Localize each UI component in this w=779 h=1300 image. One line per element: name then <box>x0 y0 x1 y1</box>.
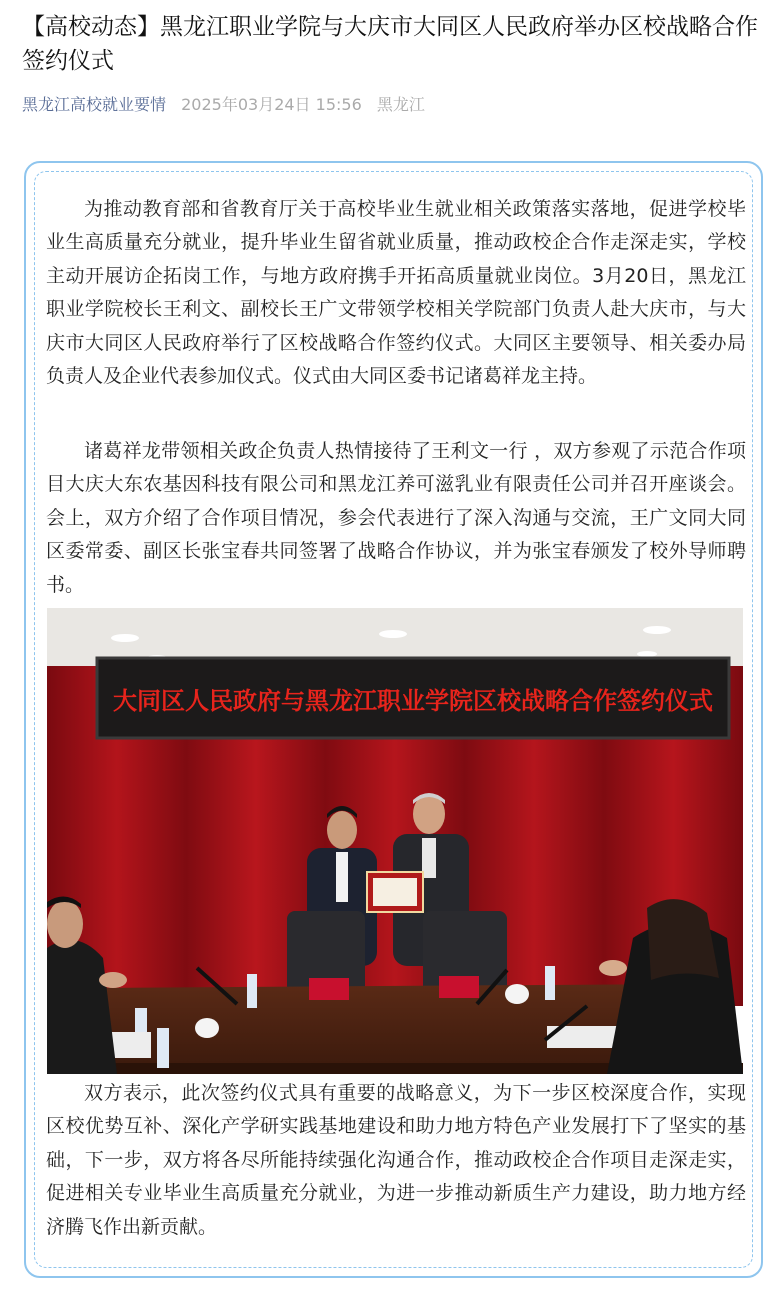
ceiling-light <box>637 651 657 657</box>
ceiling-light <box>379 630 407 638</box>
certificate-page <box>373 878 417 906</box>
article-paragraph-2: 诸葛祥龙带领相关政企负责人热情接待了王利文一行 ，双方参观了示范合作项目大庆大东农基因科技有限公司和黑龙江养可滋乳业有限责任公司并召开座谈会。会上，双方介绍了合作项目情况，参会代表进行了深入沟通与交流，王广文同大同区委常委、副区长张宝春共同签署了战略合作协议，并为张宝春颁发了校外导师聘书。 <box>46 440 746 596</box>
account-name-link[interactable]: 黑龙江高校就业要情 <box>22 95 167 114</box>
tea-cup <box>195 1018 219 1038</box>
water-bottle <box>247 974 257 1008</box>
article-paragraph-1: 为推动教育部和省教育厅关于高校毕业生就业相关政策落实落地，促进学校毕业生高质量充分就业，提升毕业生留省就业质量，推动政校企合作走深走实，学校主动开展访企拓岗工作，与地方政府携手开拓高质量就业岗位。3月20日，黑龙江职业学院校长王利文、副校长王广文带领学校相关学院部门负责人赴大庆市，与大庆市大同区人民政府举行了区校战略合作签约仪式。大同区主要领导、相关委办局负责人及企业代表参加仪式。仪式由大同区委书记诸葛祥龙主持。 <box>46 198 746 388</box>
publish-location: 黑龙江 <box>376 95 425 114</box>
tea-cup <box>505 984 529 1004</box>
article-meta <box>22 92 435 115</box>
signing-ceremony-photo[interactable] <box>47 608 743 1074</box>
water-bottle <box>157 1028 169 1068</box>
name-card <box>439 976 479 998</box>
article-paragraph-3: 双方表示，此次签约仪式具有重要的战略意义，为下一步区校深度合作，实现区校优势互补、深化产学研实践基地建设和助力地方特色产业发展打下了坚实的基础，下一步，双方将各尽所能持续强化沟通合作，推动政校企合作项目走深走实，促进相关专业毕业生高质量充分就业，为进一步推动新质生产力建设，助力地方经济腾飞作出新贡献。 <box>46 1082 746 1238</box>
publish-datetime: 2025年03月24日 15:56 <box>181 95 362 114</box>
article-title: 【高校动态】黑龙江职业学院与大庆市大同区人民政府举办区校战略合作签约仪式 <box>22 14 758 74</box>
banner-text: 大同区人民政府与黑龙江职业学院区校战略合作签约仪式 <box>113 686 713 715</box>
ceiling-light <box>111 634 139 642</box>
ceiling-light <box>643 626 671 634</box>
name-card <box>309 978 349 1000</box>
water-bottle <box>545 966 555 1000</box>
